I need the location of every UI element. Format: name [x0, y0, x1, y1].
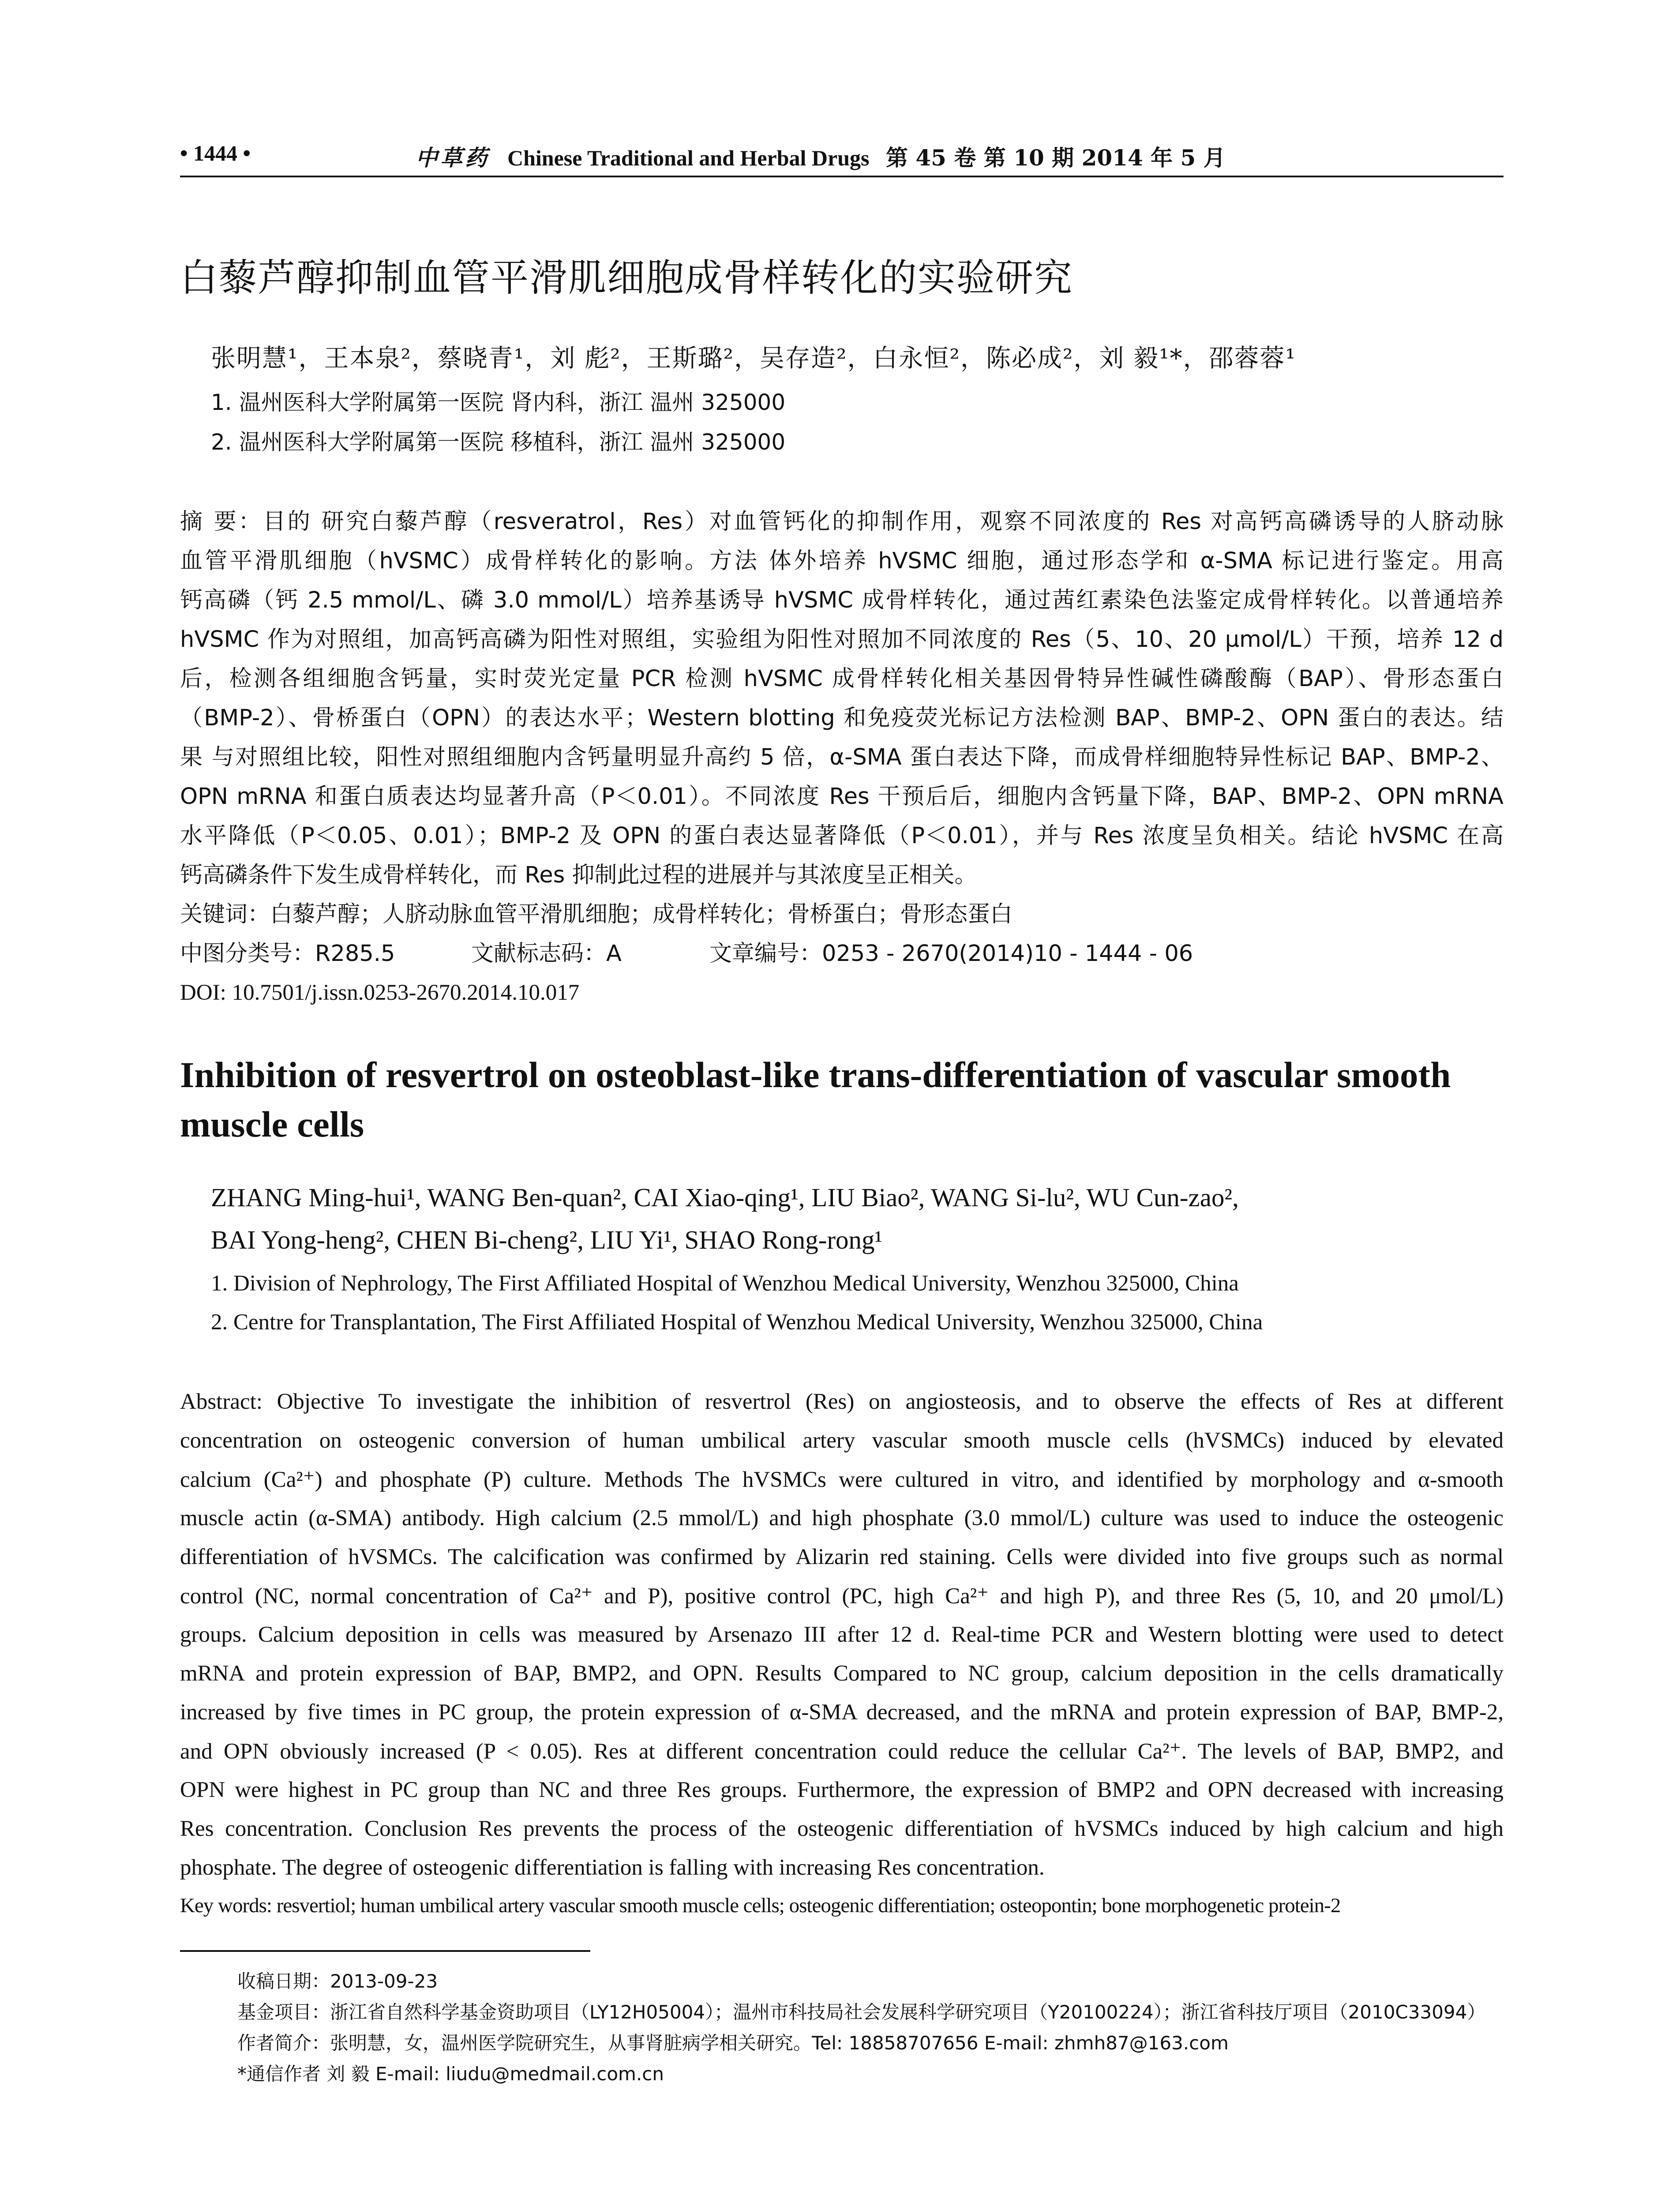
- cn-abstract-line: 果 与对照组比较，阳性对照组细胞内含钙量明显升高约 5 倍，α-SMA 蛋白表达下降，而成骨样细胞特异性标记 BAP、BMP-2、: [180, 744, 1504, 770]
- cn-abstract-line: OPN mRNA 和蛋白质表达均显著升高（P＜0.01）。不同浓度 Res 干预后后，细胞内含钙量下降，BAP、BMP-2、OPN mRNA: [180, 784, 1504, 810]
- cn-abstract-line: 血管平滑肌细胞（hVSMC）成骨样转化的影响。方法 体外培养 hVSMC 细胞，通过形态学和 α-SMA 标记进行鉴定。用高: [180, 548, 1504, 574]
- en-abstract-line: Abstract: Objective To investigate the inhibition of resvertrol (Res) on angiosteosis, and to observe the effects of Res at different: [180, 1389, 1504, 1414]
- cn-authors: 张明慧¹，王本泉²，蔡晓青¹，刘 彪²，王斯璐²，吴存造²，白永恒²，陈必成²，刘 毅¹*，邵蓉蓉¹: [211, 344, 1297, 373]
- en-abstract-line: concentration on osteogenic conversion of human umbilical artery vascular smooth muscle cells (hVSMCs) induced by elevated: [180, 1428, 1504, 1453]
- cn-affiliation-2: 2. 温州医科大学附属第一医院 移植科，浙江 温州 325000: [211, 429, 786, 455]
- en-affiliation-1: 1. Division of Nephrology, The First Affiliated Hospital of Wenzhou Medical University, Wenzhou 325000, China: [211, 1271, 1239, 1296]
- footnote-fund: 基金项目：浙江省自然科学基金资助项目（LY12H05004）；温州市科技局社会发展科学研究项目（Y20100224）；浙江省科技厅项目（2010C33094）: [237, 2001, 1486, 2023]
- en-abstract-line: calcium (Ca²⁺) and phosphate (P) culture. Methods The hVSMCs were cultured in vitro, and identified by morphology and α-smooth: [180, 1467, 1504, 1492]
- journal-name: Chinese Traditional and Herbal Drugs: [507, 146, 870, 170]
- footnote-rule: [180, 1950, 590, 1952]
- en-abstract-line: and OPN obviously increased (P < 0.05). Res at different concentration could reduce the cellular Ca²⁺. The levels of BAP, BMP2, and: [180, 1739, 1504, 1764]
- cn-classification: [180, 934, 1504, 973]
- header-rule: [180, 176, 1504, 177]
- en-abstract-line: control (NC, normal concentration of Ca²⁺ and P), positive control (PC, high Ca²⁺ and high P), and three Res (5, 10, and 20 μmol/L): [180, 1584, 1504, 1609]
- en-abstract-line: muscle actin (α-SMA) antibody. High calcium (2.5 mmol/L) and high phosphate (3.0 mmol/L) culture was used to induce the osteogenic: [180, 1506, 1504, 1531]
- cn-abstract-line: 钙高磷条件下发生成骨样转化，而 Res 抑制此过程的进展并与其浓度呈正相关。: [180, 862, 977, 888]
- journal-issue: 第 45 卷 第 10 期 2014 年 5 月: [885, 145, 1226, 171]
- cn-abstract-line: 水平降低（P＜0.05、0.01）；BMP-2 及 OPN 的蛋白表达显著降低（P＜0.01），并与 Res 浓度呈负相关。结论 hVSMC 在高: [180, 823, 1504, 849]
- cn-abstract-line: 钙高磷（钙 2.5 mmol/L、磷 3.0 mmol/L）培养基诱导 hVSMC 成骨样转化，通过茜红素染色法鉴定成骨样转化。以普通培养: [180, 587, 1504, 613]
- footnote-author-bio: 作者简介：张明慧，女，温州医学院研究生，从事肾脏病学相关研究。Tel: 18858707656 E-mail: zhmh87@163.com: [237, 2032, 1229, 2054]
- page-number: • 1444 •: [180, 141, 251, 165]
- cn-abstract-line: hVSMC 作为对照组，加高钙高磷为阳性对照组，实验组为阳性对照加不同浓度的 Res（5、10、20 μmol/L）干预，培养 12 d: [180, 627, 1504, 653]
- en-abstract-line: OPN were highest in PC group than NC and three Res groups. Furthermore, the expression of BMP2 and OPN decreased with increasing: [180, 1778, 1504, 1802]
- en-authors-line-1: ZHANG Ming-hui¹, WANG Ben-quan², CAI Xiao-qing¹, LIU Biao², WANG Si-lu², WU Cun-zao²,: [211, 1183, 1239, 1212]
- en-abstract-line: groups. Calcium deposition in cells was measured by Arsenazo III after 12 d. Real-time PCR and Western blotting were used to detect: [180, 1622, 1504, 1647]
- cn-abstract-line: 摘 要：目的 研究白藜芦醇（resveratrol，Res）对血管钙化的抑制作用，观察不同浓度的 Res 对高钙高磷诱导的人脐动脉: [180, 509, 1504, 535]
- cn-affiliation-1: 1. 温州医科大学附属第一医院 肾内科，浙江 温州 325000: [211, 390, 786, 415]
- document-code: 文献标志码：A: [471, 941, 622, 967]
- cn-keywords: 关键词：白藜芦醇；人脐动脉血管平滑肌细胞；成骨样转化；骨桥蛋白；骨形态蛋白: [180, 901, 1013, 927]
- article-number: 文章编号：0253 - 2670(2014)10 - 1444 - 06: [709, 941, 1193, 967]
- en-abstract-line: phosphate. The degree of osteogenic differentiation is falling with increasing Res concentration.: [180, 1855, 1045, 1880]
- en-keywords: Key words: resvertiol; human umbilical artery vascular smooth muscle cells; osteogenic differentiation; osteopontin; bone morphogenetic protein-2: [180, 1894, 1341, 1917]
- cn-abstract-line: 后，检测各组细胞含钙量，实时荧光定量 PCR 检测 hVSMC 成骨样转化相关基因骨特异性碱性磷酸酶（BAP）、骨形态蛋白: [180, 666, 1504, 692]
- en-abstract-line: differentiation of hVSMCs. The calcification was confirmed by Alizarin red staining. Cells were divided into five groups such as normal: [180, 1545, 1504, 1569]
- footnote-received: 收稿日期：2013-09-23: [237, 1970, 438, 1992]
- en-abstract-line: increased by five times in PC group, the protein expression of α-SMA decreased, and the mRNA and protein expression of BAP, BMP-2,: [180, 1700, 1504, 1725]
- cn-title: 白藜芦醇抑制血管平滑肌细胞成骨样转化的实验研究: [180, 256, 1073, 300]
- clc-number: 中图分类号：R285.5: [180, 941, 395, 967]
- journal-line: [416, 140, 1226, 172]
- doi: DOI: 10.7501/j.issn.0253-2670.2014.10.017: [180, 980, 580, 1005]
- en-affiliation-2: 2. Centre for Transplantation, The First Affiliated Hospital of Wenzhou Medical University, Wenzhou 325000, China: [211, 1310, 1263, 1335]
- en-authors-line-2: BAI Yong-heng², CHEN Bi-cheng², LIU Yi¹, SHAO Rong-rong¹: [211, 1225, 883, 1254]
- en-abstract-line: Res concentration. Conclusion Res prevents the process of the osteogenic differentiation of hVSMCs induced by high calcium and high: [180, 1816, 1504, 1841]
- en-title: Inhibition of resvertrol on osteoblast-like trans-differentiation of vascular smooth muscle cells: [180, 1054, 1451, 1144]
- en-abstract-line: mRNA and protein expression of BAP, BMP2, and OPN. Results Compared to NC group, calcium deposition in the cells dramatically: [180, 1661, 1504, 1686]
- cn-abstract-line: （BMP-2）、骨桥蛋白（OPN）的表达水平；Western blotting 和免疫荧光标记方法检测 BAP、BMP-2、OPN 蛋白的表达。结: [180, 705, 1504, 731]
- footnote-corresponding: *通信作者 刘 毅 E-mail: liudu@medmail.com.cn: [237, 2063, 664, 2085]
- journal-logo: 中草药: [416, 146, 490, 170]
- running-header: [180, 140, 1504, 176]
